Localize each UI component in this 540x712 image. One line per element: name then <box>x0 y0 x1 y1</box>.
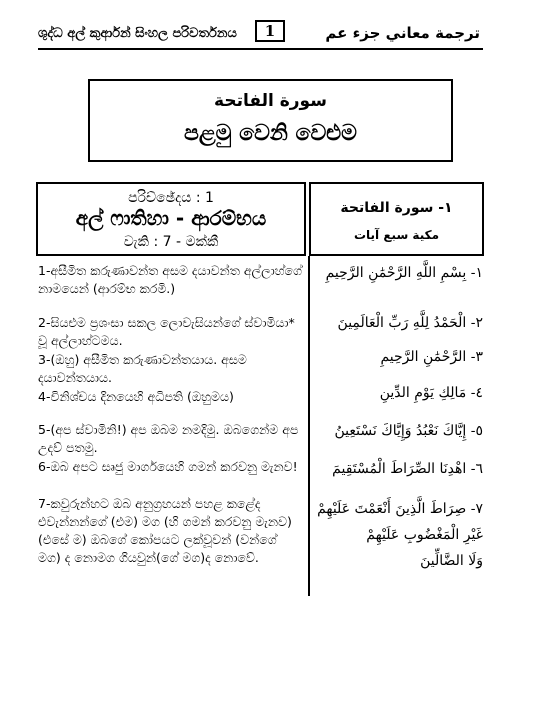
arabic-verse: ٣- الرَّحْمَٰنِ الرَّحِيمِ <box>380 349 483 365</box>
arabic-verse: ٥- إِيَّاكَ نَعْبُدُ وَإِيَّاكَ نَسْتَعِينُ <box>334 423 483 439</box>
column-divider <box>308 256 310 596</box>
sinhala-verse: 1-අසීමිත කරුණාවන්ත අසම දයාවන්ත අල්ලාහ්ගේ නාමයෙන් (ආරම්භ කරමි.) <box>38 263 303 296</box>
surah-name-arabic: ١- سورة الفاتحة <box>340 200 453 216</box>
header-right-title: ترجمة معاني جزء عم <box>325 24 480 42</box>
sinhala-verse: 4-විනිශ්චය දිනයෙහි අධිපති (ඔහුමය) <box>38 389 234 404</box>
verse-count: වැකි : 7 - මක්කී <box>123 234 219 250</box>
header-left-title: ශුද්ධ අල් කුර්ආන් සිංහල පරිවර්තනය <box>38 26 237 41</box>
surah-info-arabic <box>309 182 484 256</box>
title-arabic: سورة الفاتحة <box>214 91 327 111</box>
sinhala-verse: 2-සියළුම ප්‍රශංසා සකල ලොවැසියන්ගේ ස්වාමියා* වූ අල්ලාහ්ටමය. <box>38 315 295 348</box>
chapter-label: පරිච්ඡේදය : 1 <box>128 190 214 206</box>
title-sinhala: පළමු වෙනි වෙළුම <box>184 121 357 146</box>
arabic-verse: غَيْرِ الْمَغْضُوبِ عَلَيْهِمْ <box>366 527 483 543</box>
sinhala-verse: 7-කවුරුන්හට ඔබ අනුග්‍රහයන් පහළ කළේද එවැන්නන්ගේ (එම) මග (හි ගමන් කරවනු මැනව) (එසේ ම) ඔබගේ කෝපයට ලක්වූවන් (වන්ගේ මග) ද නොමග ගියවුන්(ගේ මග)ද නොවේ. <box>38 496 292 565</box>
page-number: 1 <box>255 20 285 42</box>
surah-sub-arabic: مكية سبع آيات <box>353 228 440 242</box>
arabic-verse: ٦- اهْدِنَا الصِّرَاطَ الْمُسْتَقِيمَ <box>332 461 483 477</box>
arabic-verse: ٤- مَالِكِ يَوْمِ الدِّينِ <box>379 385 483 401</box>
arabic-verse: ٧- صِرَاطَ الَّذِينَ أَنْعَمْتَ عَلَيْهِمْ <box>317 501 483 517</box>
sinhala-verse: 5-(අප ස්වාමිනි!) අප ඔබම නමදිමු. ඔබගෙන්ම අප උදව් පතමු. <box>38 422 299 455</box>
arabic-verse: ٢- الْحَمْدُ لِلَّهِ رَبِّ الْعَالَمِينَ <box>337 315 483 331</box>
title-box <box>88 79 453 162</box>
header-divider <box>38 48 483 50</box>
sinhala-verse: 3-(ඔහු) අසීමිත කරුණාවන්තයාය. අසම දයාවන්තයාය. <box>38 352 247 385</box>
arabic-verse: وَلَا الضَّالِّينَ <box>420 553 483 569</box>
surah-info-sinhala <box>36 182 306 256</box>
sinhala-verse: 6-ඔබ අපට සෘජු මාර්ගයෙහි ගමන් කරවනු මැනව! <box>38 459 298 474</box>
arabic-verse: ١- بِسْمِ اللَّهِ الرَّحْمَٰنِ الرَّحِيمِ <box>325 265 483 281</box>
surah-name: අල් ෆාතිහා - ආරම්භය <box>75 206 267 230</box>
